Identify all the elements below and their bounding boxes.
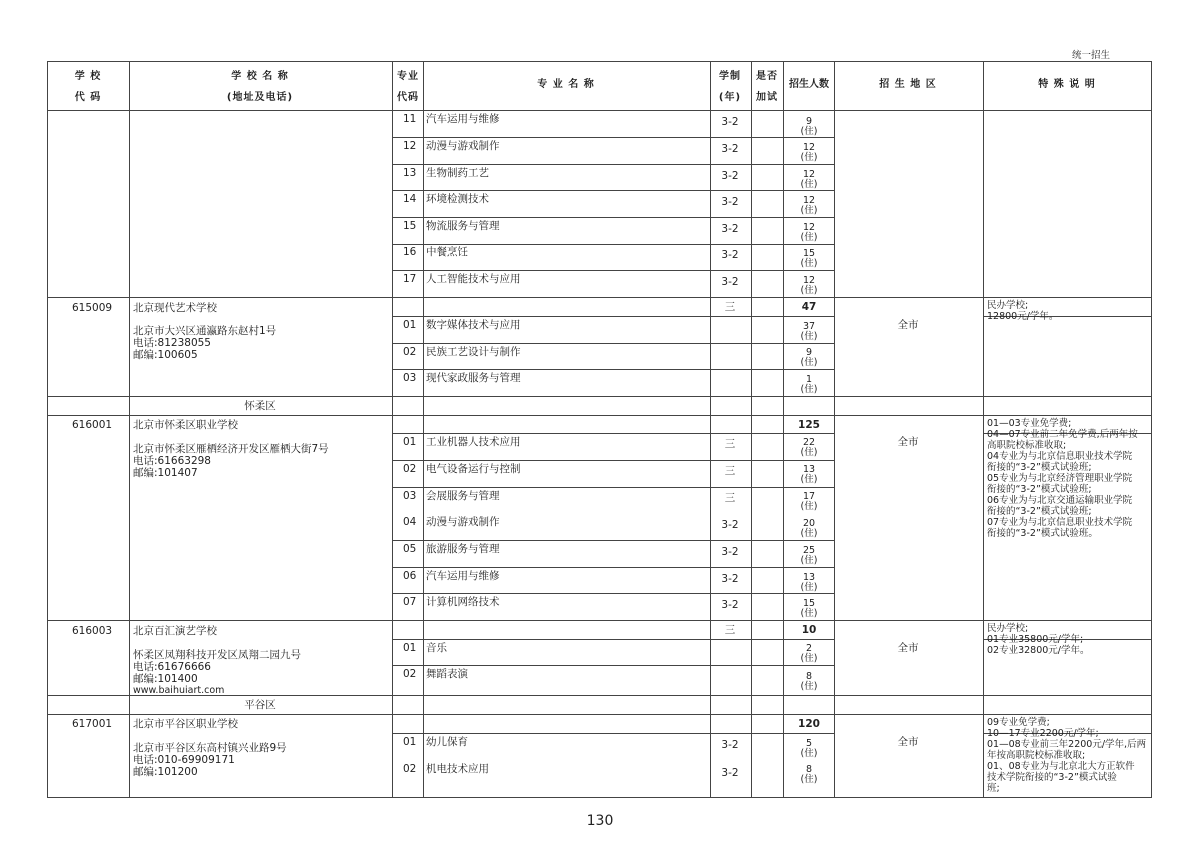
major-code: 11	[403, 113, 417, 125]
major-years: 3-2	[721, 599, 739, 611]
school-region: 全市	[897, 642, 919, 654]
school-note-line: 04专业为与北京信息职业技术学院	[987, 451, 1133, 462]
major-boarding: (住)	[800, 774, 818, 785]
major-code: 07	[403, 596, 417, 608]
major-years: 3-2	[721, 223, 739, 235]
header-enroll-count: 招生人数	[789, 79, 829, 90]
major-name: 动漫与游戏制作	[426, 516, 500, 528]
school-total: 47	[801, 301, 817, 313]
school-total: 120	[798, 718, 820, 730]
major-code: 12	[403, 140, 417, 152]
school-note-line: 01专业35800元/学年;	[987, 634, 1084, 645]
major-code: 02	[403, 463, 417, 475]
major-name: 生物制药工艺	[426, 167, 489, 179]
major-count: 13	[802, 464, 816, 475]
school-note-line: 衔接的“3-2”模式试验班;	[987, 506, 1092, 517]
major-boarding: (住)	[800, 748, 818, 759]
major-years: 3-2	[721, 767, 739, 779]
school-postcode: 邮编:100605	[133, 349, 198, 361]
major-name: 数字媒体技术与应用	[426, 319, 521, 331]
header-major-code-1: 专业	[397, 71, 419, 82]
school-name: 北京市平谷区职业学校	[133, 718, 238, 730]
school-address: 怀柔区凤翔科技开发区凤翔二园九号	[133, 649, 301, 661]
major-boarding: (住)	[800, 126, 818, 137]
major-years: 3-2	[721, 276, 739, 288]
school-note-line: 07专业为与北京信息职业技术学院	[987, 517, 1133, 528]
corner-label: 统一招生	[1072, 50, 1111, 61]
major-code: 03	[403, 372, 417, 384]
school-total: 10	[801, 624, 817, 636]
district-heading-pinggu: 平谷区	[244, 699, 276, 711]
major-count: 12	[802, 222, 816, 233]
major-count: 12	[802, 195, 816, 206]
school-note-line: 06专业为与北京交通运输职业学院	[987, 495, 1133, 506]
major-boarding: (住)	[800, 331, 818, 342]
major-name: 机电技术应用	[426, 763, 489, 775]
major-count: 5	[805, 738, 813, 749]
school-note-line: 05专业为与北京经济管理职业学院	[987, 473, 1133, 484]
school-name: 北京现代艺术学校	[133, 302, 217, 314]
major-boarding: (住)	[800, 179, 818, 190]
major-years: 3-2	[721, 196, 739, 208]
major-years: 3-2	[721, 546, 739, 558]
major-count: 15	[802, 248, 816, 259]
school-postcode: 邮编:101400	[133, 673, 198, 685]
school-address: 北京市怀柔区雁栖经济开发区雁栖大街7号	[133, 443, 329, 455]
header-years-1: 学制	[719, 71, 741, 82]
header-notes: 特 殊 说 明	[1038, 79, 1096, 90]
header-major-code-2: 代码	[397, 92, 419, 103]
major-code: 02	[403, 763, 417, 775]
school-note-line: 衔接的“3-2”模式试验班。	[987, 528, 1098, 539]
school-note-line: 民办学校;	[987, 300, 1029, 311]
school-note-line: 01—08专业前三年2200元/学年,后两	[987, 739, 1147, 750]
major-boarding: (住)	[800, 152, 818, 163]
major-name: 会展服务与管理	[426, 490, 500, 502]
school-phone: 电话:81238055	[133, 337, 211, 349]
major-boarding: (住)	[800, 447, 818, 458]
major-boarding: (住)	[800, 653, 818, 664]
major-count: 9	[805, 347, 813, 358]
major-name: 动漫与游戏制作	[426, 140, 500, 152]
major-count: 25	[802, 545, 816, 556]
major-code: 01	[403, 436, 417, 448]
school-region: 全市	[897, 736, 919, 748]
major-name: 音乐	[426, 642, 447, 654]
school-code: 616003	[72, 625, 113, 637]
school-address: 北京市平谷区东高村镇兴业路9号	[133, 742, 287, 754]
major-boarding: (住)	[800, 357, 818, 368]
school-note-line: 技术学院衔接的“3-2”模式试验	[987, 772, 1117, 783]
major-code: 02	[403, 668, 417, 680]
school-website[interactable]: www.baihuiart.com	[133, 685, 225, 696]
school-code: 617001	[72, 718, 113, 730]
major-years: 3-2	[721, 573, 739, 585]
major-boarding: (住)	[800, 608, 818, 619]
major-boarding: (住)	[800, 205, 818, 216]
major-count: 1	[805, 374, 813, 385]
school-note-line: 04—07专业前二年免学费,后两年按	[987, 429, 1138, 440]
major-code: 01	[403, 319, 417, 331]
major-boarding: (住)	[800, 582, 818, 593]
header-region: 招 生 地 区	[879, 79, 937, 90]
major-count: 12	[802, 275, 816, 286]
school-code: 615009	[72, 302, 113, 314]
school-note-line: 02专业32800元/学年。	[987, 645, 1090, 656]
major-name: 环境检测技术	[426, 193, 489, 205]
school-region: 全市	[897, 319, 919, 331]
major-name: 民族工艺设计与制作	[426, 346, 521, 358]
school-note-line: 12800元/学年。	[987, 311, 1059, 322]
school-note-line: 班;	[987, 783, 1000, 794]
school-note-line: 10—17专业2200元/学年;	[987, 728, 1099, 739]
school-note-line: 衔接的“3-2”模式试验班;	[987, 462, 1092, 473]
major-name: 现代家政服务与管理	[426, 372, 521, 384]
major-code: 16	[403, 246, 417, 258]
major-code: 04	[403, 516, 417, 528]
major-name: 汽车运用与维修	[426, 570, 500, 582]
school-note-line: 01、08专业为与北京北大方正软件	[987, 761, 1135, 772]
school-note-line: 高职院校标准收取;	[987, 440, 1067, 451]
major-code: 06	[403, 570, 417, 582]
major-boarding: (住)	[800, 501, 818, 512]
major-years: 3-2	[721, 143, 739, 155]
major-years: 3-2	[721, 249, 739, 261]
school-years: 三	[724, 624, 736, 636]
major-name: 幼儿保育	[426, 736, 468, 748]
major-count: 15	[802, 598, 816, 609]
major-count: 37	[802, 321, 816, 332]
major-count: 2	[805, 643, 813, 654]
major-name: 舞蹈表演	[426, 668, 468, 680]
major-count: 12	[802, 169, 816, 180]
major-count: 12	[802, 142, 816, 153]
school-phone: 电话:010-69909171	[133, 754, 235, 766]
school-code: 616001	[72, 419, 113, 431]
major-years: 3-2	[721, 739, 739, 751]
major-count: 13	[802, 572, 816, 583]
major-name: 汽车运用与维修	[426, 113, 500, 125]
major-code: 01	[403, 642, 417, 654]
school-postcode: 邮编:101200	[133, 766, 198, 778]
major-name: 旅游服务与管理	[426, 543, 500, 555]
major-code: 13	[403, 167, 417, 179]
major-code: 01	[403, 736, 417, 748]
major-years: 3-2	[721, 170, 739, 182]
major-code: 15	[403, 220, 417, 232]
major-code: 14	[403, 193, 417, 205]
header-extra-test-1: 是否	[756, 71, 778, 82]
major-count: 8	[805, 671, 813, 682]
district-heading-huairou: 怀柔区	[244, 400, 276, 412]
major-name: 物流服务与管理	[426, 220, 500, 232]
major-years: 三	[724, 492, 736, 504]
school-postcode: 邮编:101407	[133, 467, 198, 479]
header-school-name-2: (地址及电话)	[226, 92, 294, 103]
school-name: 北京市怀柔区职业学校	[133, 419, 238, 431]
major-name: 计算机网络技术	[426, 596, 500, 608]
major-boarding: (住)	[800, 681, 818, 692]
header-school-name-1: 学 校 名 称	[231, 71, 289, 82]
page-number: 130	[586, 813, 614, 829]
major-boarding: (住)	[800, 528, 818, 539]
major-name: 工业机器人技术应用	[426, 436, 521, 448]
major-code: 02	[403, 346, 417, 358]
major-boarding: (住)	[800, 384, 818, 395]
major-name: 人工智能技术与应用	[426, 273, 521, 285]
major-years: 3-2	[721, 116, 739, 128]
major-boarding: (住)	[800, 474, 818, 485]
school-total: 125	[798, 419, 820, 431]
header-school-code-1: 学 校	[74, 71, 102, 82]
school-note-line: 09专业免学费;	[987, 717, 1050, 728]
major-years: 三	[724, 465, 736, 477]
school-phone: 电话:61676666	[133, 661, 211, 673]
major-boarding: (住)	[800, 258, 818, 269]
school-note-line: 01—03专业免学费;	[987, 418, 1072, 429]
school-note-line: 年按高职院校标准收取;	[987, 750, 1086, 761]
school-phone: 电话:61663298	[133, 455, 211, 467]
major-boarding: (住)	[800, 232, 818, 243]
major-boarding: (住)	[800, 555, 818, 566]
major-count: 17	[802, 491, 816, 502]
school-years: 三	[724, 301, 736, 313]
major-count: 8	[805, 764, 813, 775]
major-code: 03	[403, 490, 417, 502]
header-years-2: (年)	[718, 92, 742, 103]
major-count: 9	[805, 116, 813, 127]
school-address: 北京市大兴区通瀛路东赵村1号	[133, 325, 277, 337]
major-count: 20	[802, 518, 816, 529]
major-years: 三	[724, 438, 736, 450]
school-name: 北京百汇演艺学校	[133, 625, 217, 637]
header-extra-test-2: 加试	[756, 92, 778, 103]
school-region: 全市	[897, 436, 919, 448]
major-name: 中餐烹饪	[426, 246, 468, 258]
major-name: 电气设备运行与控制	[426, 463, 521, 475]
school-note-line: 衔接的“3-2”模式试验班;	[987, 484, 1092, 495]
major-years: 3-2	[721, 519, 739, 531]
major-code: 17	[403, 273, 417, 285]
header-major-name: 专 业 名 称	[537, 79, 595, 90]
header-school-code-2: 代 码	[74, 92, 102, 103]
major-count: 22	[802, 437, 816, 448]
major-boarding: (住)	[800, 285, 818, 296]
major-code: 05	[403, 543, 417, 555]
school-note-line: 民办学校;	[987, 623, 1029, 634]
